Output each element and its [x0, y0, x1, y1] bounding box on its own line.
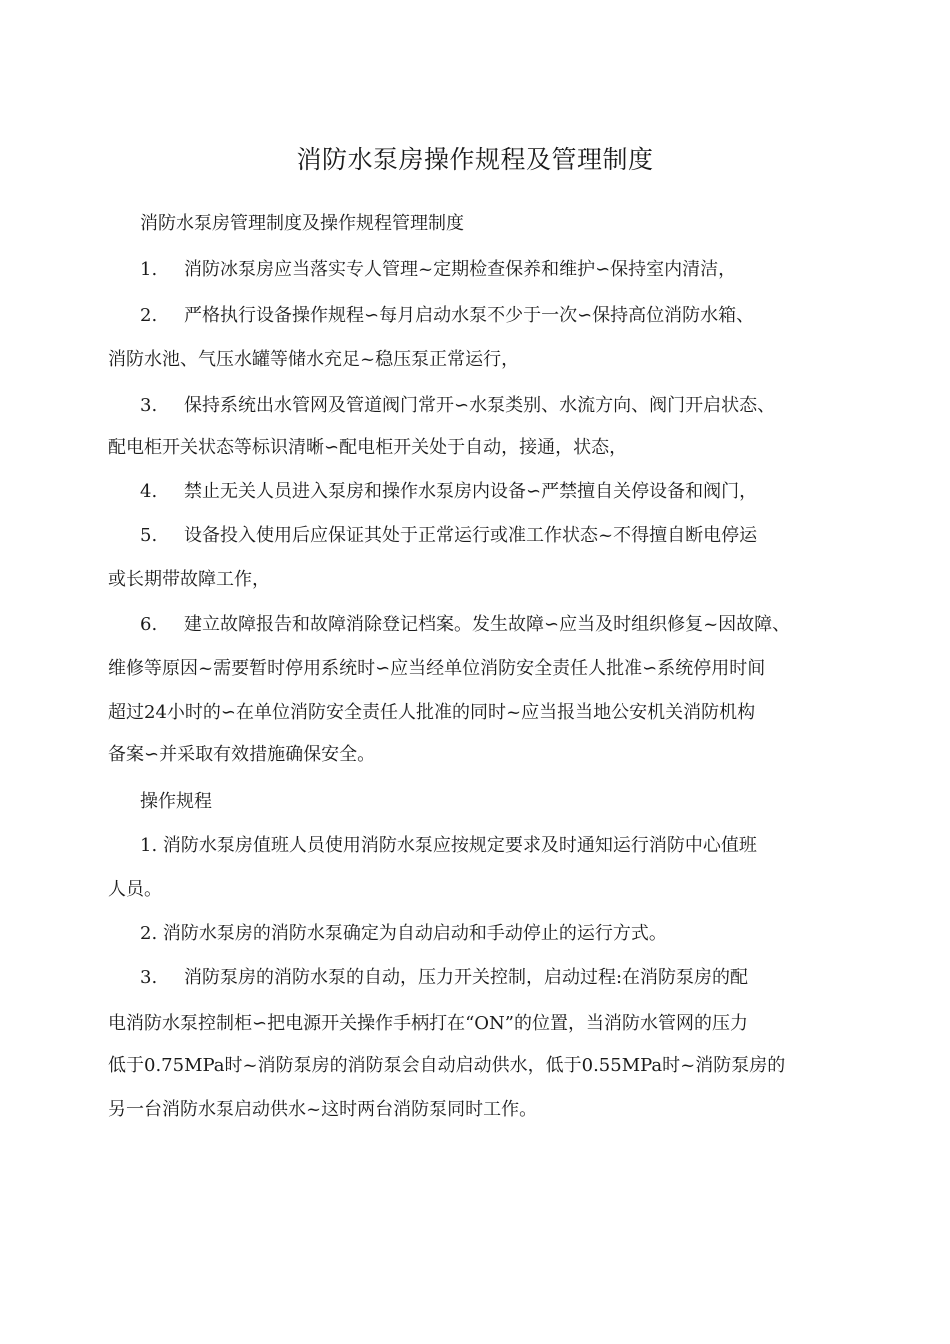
rule-text-continuation: 超过24小时的∽在单位消防安全责任人批准的同时~应当报当地公安机关消防机构: [108, 702, 756, 723]
rule-text: 建立故障报告和故障消除登记档案。发生故障∽应当及时组织修复~因故障、: [184, 614, 791, 635]
rule-text: 消防水泵房的消防水泵确定为自动启动和手动停止的运行方式。: [162, 923, 667, 944]
rule-text-continuation: 配电柜开关状态等标识清晰∽配电柜开关处于自动，接通，状态，: [108, 437, 628, 458]
management-rule-4: [140, 478, 757, 506]
rule-number: 4.: [140, 481, 158, 502]
management-rule-5: [140, 522, 757, 550]
operation-rule-3: [140, 964, 748, 992]
rule-number: 6.: [140, 614, 158, 635]
rule-text-continuation: 电消防水泵控制柜∽把电源开关操作手柄打在“ON”的位置，当消防水管网的压力: [108, 1013, 748, 1034]
rule-number: 3.: [140, 395, 158, 416]
management-rule-6: [140, 611, 790, 639]
rule-text: 消防冰泵房应当落实专人管理~定期检查保养和维护∽保持室内清洁，: [184, 259, 737, 280]
rule-text-continuation: 或长期带故障工作，: [108, 569, 270, 590]
subtitle: 消防水泵房管理制度及操作规程管理制度: [140, 213, 464, 234]
rule-number: 1.: [140, 259, 158, 280]
rule-number: 1.: [140, 835, 158, 856]
management-rule-3: [140, 392, 775, 420]
document-title: 消防水泵房操作规程及管理制度: [296, 145, 654, 174]
rule-number: 5.: [140, 525, 158, 546]
rule-text-continuation: 另一台消防水泵启动供水~这时两台消防泵同时工作。: [108, 1099, 538, 1120]
rule-text: 设备投入使用后应保证其处于正常运行或准工作状态~不得擅自断电停运: [184, 525, 758, 546]
rule-text-continuation: 人员。: [108, 879, 162, 900]
management-rule-2: [140, 302, 754, 330]
rule-text-continuation: 低于0.75MPa时~消防泵房的消防泵会自动启动供水，低于0.55MPa时~消防泵房的: [108, 1055, 786, 1076]
rule-text: 禁止无关人员进入泵房和操作水泵房内设备∽严禁擅自关停设备和阀门，: [184, 481, 758, 502]
rule-text-continuation: 消防水池、气压水罐等储水充足~稳压泵正常运行，: [108, 349, 520, 370]
rule-text: 消防水泵房值班人员使用消防水泵应按规定要求及时通知运行消防中心值班: [162, 835, 757, 856]
rule-text-continuation: 备案∽并采取有效措施确保安全。: [108, 744, 376, 765]
rule-text-continuation: 维修等原因~需要暂时停用系统时∽应当经单位消防安全责任人批准∽系统停用时间: [108, 658, 766, 679]
rule-text: 严格执行设备操作规程∽每月启动水泵不少于一次∽保持高位消防水箱、: [184, 305, 755, 326]
operation-heading: 操作规程: [140, 791, 212, 812]
rule-number: 3.: [140, 967, 158, 988]
rule-text: 保持系统出水管网及管道阀门常开∽水泵类别、水流方向、阀门开启状态、: [184, 395, 776, 416]
operation-rule-1: [140, 832, 757, 860]
operation-rule-2: [140, 920, 667, 948]
management-rule-1: [140, 256, 736, 284]
rule-text: 消防泵房的消防水泵的自动，压力开关控制，启动过程:在消防泵房的配: [184, 967, 749, 988]
rule-number: 2.: [140, 305, 158, 326]
rule-number: 2.: [140, 923, 158, 944]
